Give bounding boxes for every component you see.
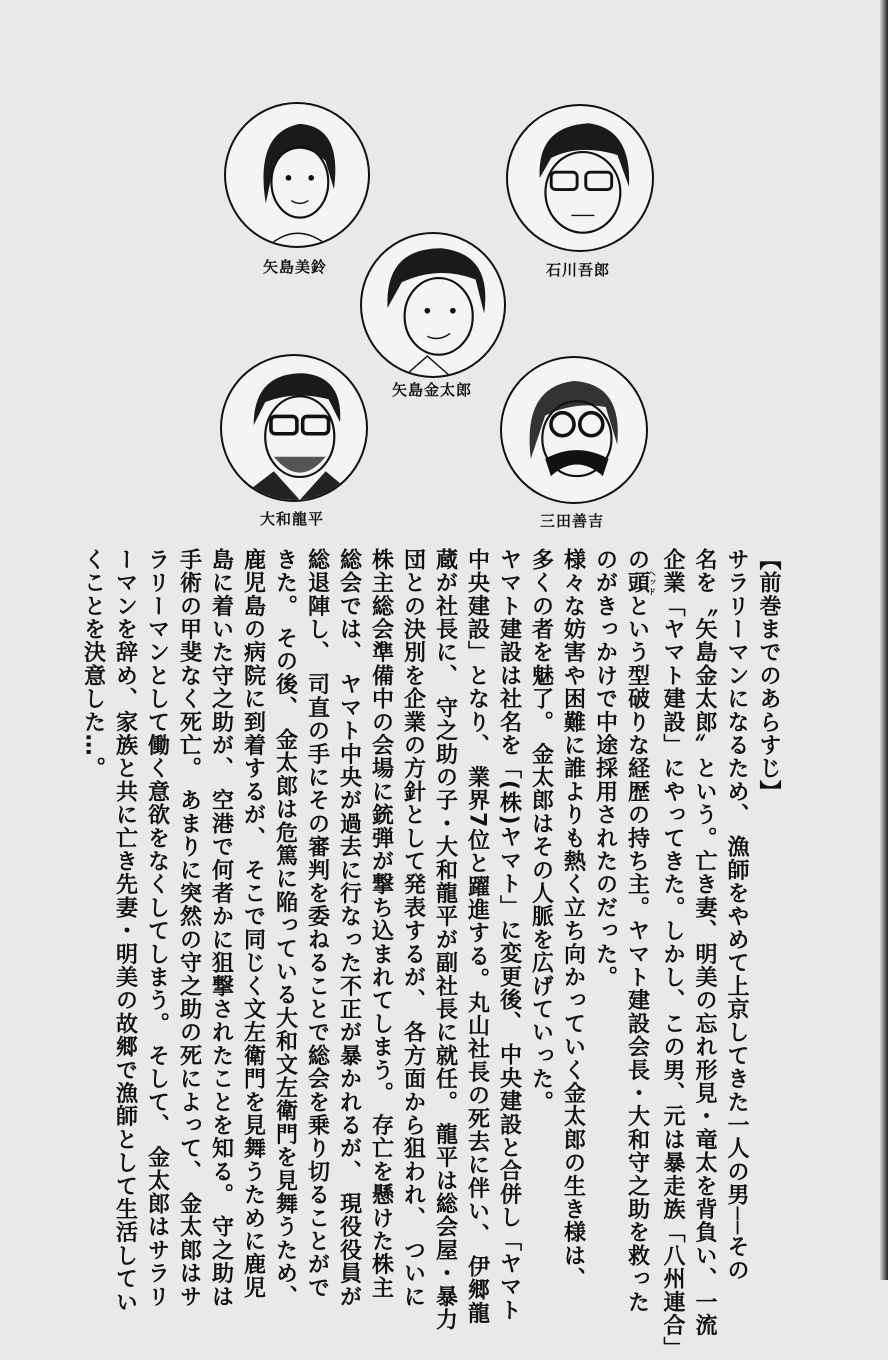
synopsis-line: 多くの者を魅了。 金太郎はその人脈を広げていった。 xyxy=(528,548,554,1114)
synopsis-heading: 【前巻までのあらすじ】 xyxy=(756,548,781,804)
man-glasses-face-icon xyxy=(508,106,652,250)
synopsis-line xyxy=(621,548,657,1314)
synopsis-line: くことを決意した…。 xyxy=(80,548,106,780)
character-name: 矢島金太郎 xyxy=(391,381,473,399)
text: という型破りな経歴の持ち主。ヤマト建設会長・大和守之助を救った xyxy=(624,594,650,1314)
synopsis-line: ラリーマンとして働く意欲をなくしてしまう。 そして、 金太郎はサラリ xyxy=(144,548,170,1309)
man-face-icon xyxy=(362,234,504,376)
synopsis-line: きた。 その後、 金太郎は危篤に陥っている大和文左衛門を見舞うため、 xyxy=(272,548,298,1309)
synopsis-text xyxy=(77,548,785,1360)
portrait-ishikawa-goro xyxy=(506,104,654,252)
synopsis-line: 企業「ヤマト建設」にやってきた。しかし、この男、元は暴走族「八州連合」 xyxy=(660,548,685,1360)
synopsis-line: 総退陣し、 司直の手にその審判を委ねることで総会を乗り切ることがで xyxy=(304,548,330,1300)
man-glasses-beard-face-icon xyxy=(222,356,366,500)
text: の xyxy=(624,548,650,572)
synopsis-line: 鹿児島の病院に到着するが、 そこで同じく文左衛門を見舞うために鹿児 xyxy=(240,548,266,1300)
synopsis-line: サラリーマンになるため、 漁師をやめて上京してきた一人の男──その xyxy=(724,548,749,1282)
synopsis-line: のがきっかけで中途採用されたのだった。 xyxy=(592,548,618,989)
character-name: 石川吾郎 xyxy=(545,261,611,279)
synopsis-line: 様々な妨害や困難に誰よりも熱く立ち向かっていく金太郎の生き様は、 xyxy=(560,548,586,1291)
ruby-word xyxy=(624,569,657,597)
character-name: 三田善吉 xyxy=(539,512,605,530)
portrait-yamato-ryuhei xyxy=(220,354,368,502)
synopsis-line: 蔵が社長に、 守之助の子・大和龍平が副社長に就任。 龍平は総会屋・暴力 xyxy=(432,548,458,1332)
synopsis-line: 島に着いた守之助が、 空港で何者かに狙撃されたことを知る。 守之助は xyxy=(208,548,234,1309)
synopsis-line: 団との決別を企業の方針として発表するが、 各方面から狙われ、 ついに xyxy=(400,548,426,1309)
synopsis-line: 手術の甲斐なく死亡。 あまりに突然の守之助の死によって、 金太郎はサ xyxy=(176,548,202,1309)
ruby-reading: ヘッド xyxy=(647,569,657,597)
synopsis-line: ーマンを辞め、家族と共に亡き先妻・明美の故郷で漁師として生活してい xyxy=(112,548,138,1314)
ruby-base: 頭 xyxy=(624,569,650,597)
synopsis-line: 株主総会準備中の会場に銃弾が撃ち込まれてしまう。 存亡を懸けた株主 xyxy=(368,548,394,1300)
synopsis-line: 総会では、 ヤマト中央が過去に行なった不正が暴かれるが、 現役役員が xyxy=(336,548,362,1309)
portrait-yajima-kintaro xyxy=(360,232,506,378)
synopsis-line: 名を〝矢島金太郎〟という。亡き妻、明美の忘れ形見・竜太を背負い、一流 xyxy=(692,548,717,1337)
woman-face-icon xyxy=(226,104,368,246)
synopsis-line: 中央建設」となり、 業界7位と躍進する。丸山社長の死去に伴い、 伊郷龍 xyxy=(464,548,490,1325)
portrait-mita-zenkichi xyxy=(500,356,648,504)
synopsis-line: ヤマト建設は社名を「(株)ヤマト」に変更後、 中央建設と合併し「ヤマト xyxy=(496,548,522,1322)
page-edge xyxy=(880,0,888,1280)
character-name: 大和龍平 xyxy=(259,510,325,528)
old-man-glasses-mustache-face-icon xyxy=(502,358,646,502)
portrait-yajima-misuzu xyxy=(224,102,370,248)
character-name: 矢島美鈴 xyxy=(262,258,328,276)
